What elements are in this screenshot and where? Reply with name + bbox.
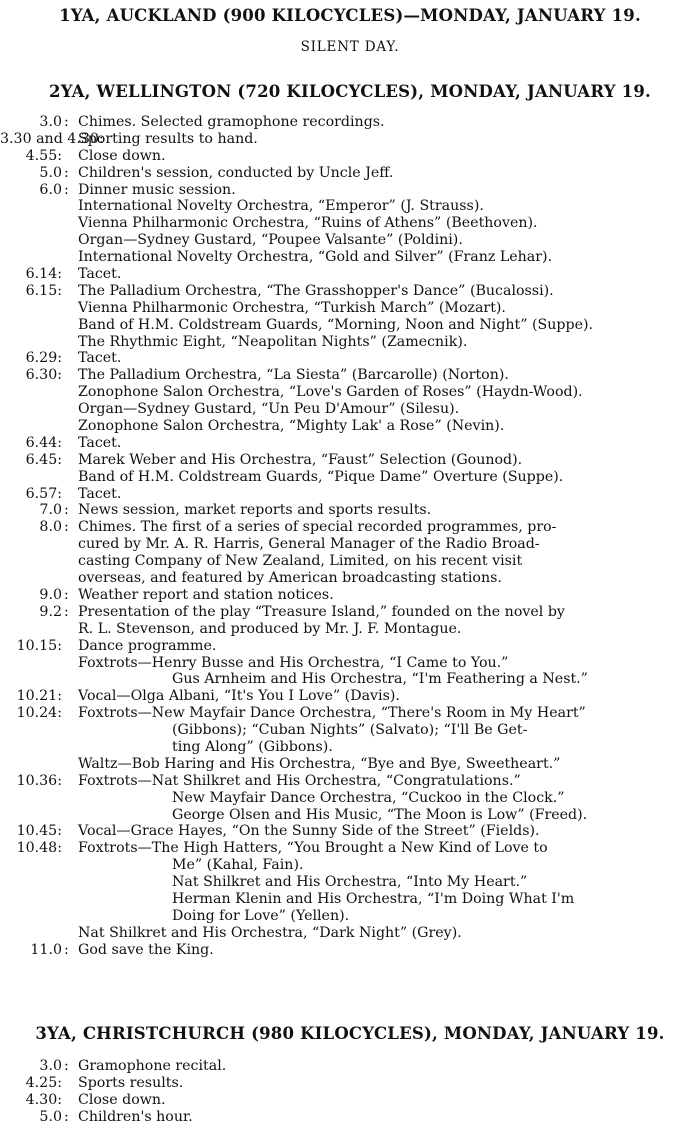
schedule-time: 6.15: — [25, 282, 62, 299]
section-1ya — [0, 6, 700, 55]
schedule-time: 6.57: — [25, 485, 62, 502]
schedule-text: Me” (Kahal, Fain). — [172, 857, 304, 874]
schedule-text: overseas, and featured by American broadcasting stations. — [78, 570, 502, 587]
schedule-time: 6.29: — [25, 350, 62, 367]
schedule-text: Foxtrots—Nat Shilkret and His Orchestra, “Congratulations.” — [78, 772, 521, 789]
schedule-row — [0, 925, 700, 942]
schedule-row — [0, 891, 700, 908]
schedule-row — [0, 638, 700, 655]
schedule-text: Band of H.M. Coldstream Guards, “Morning, Noon and Night” (Suppe). — [78, 316, 594, 333]
schedule-row — [0, 621, 700, 638]
schedule-time: 6.0 — [39, 181, 62, 198]
schedule-text: George Olsen and His Music, “The Moon is Low” (Freed). — [172, 806, 588, 823]
schedule-time: 10.45: — [16, 823, 62, 840]
schedule-row — [0, 587, 700, 604]
schedule-row — [0, 215, 700, 232]
schedule-time: 9.0 — [39, 586, 62, 603]
schedule-text: Foxtrots—New Mayfair Dance Orchestra, “There's Room in My Heart” — [78, 705, 586, 722]
schedule-separator: : — [64, 586, 69, 603]
schedule-text: R. L. Stevenson, and produced by Mr. J. F. Montague. — [78, 620, 462, 637]
schedule-separator: : — [64, 941, 69, 958]
schedule-time: 10.15: — [16, 637, 62, 654]
silent-day-note: SILENT DAY. — [300, 39, 400, 55]
schedule-row — [0, 266, 700, 283]
schedule-row — [0, 232, 700, 249]
schedule-text: Foxtrots—Henry Busse and His Orchestra, “I Came to You.” — [78, 654, 509, 671]
schedule-row — [0, 469, 700, 486]
schedule-text: Zonophone Salon Orchestra, “Love's Garden of Roses” (Haydn-Wood). — [78, 384, 583, 401]
schedule-text: Vienna Philharmonic Orchestra, “Ruins of Athens” (Beethoven). — [78, 215, 538, 232]
schedule-row — [0, 756, 700, 773]
schedule-row — [0, 300, 700, 317]
station-heading-1ya: 1YA, AUCKLAND (900 KILOCYCLES)—MONDAY, JANUARY 19. — [59, 6, 641, 25]
schedule-row — [0, 367, 700, 384]
schedule-row — [0, 739, 700, 756]
schedule-time: 7.0 — [39, 502, 62, 519]
schedule-text: Sports results. — [78, 1074, 184, 1091]
schedule-text: Waltz—Bob Haring and His Orchestra, “Bye and Bye, Sweetheart.” — [78, 755, 561, 772]
schedule-row — [0, 840, 700, 857]
schedule-time: 6.14: — [25, 266, 62, 283]
station-heading-2ya: 2YA, WELLINGTON (720 KILOCYCLES), MONDAY, JANUARY 19. — [49, 82, 651, 101]
schedule-row — [0, 857, 700, 874]
schedule-text: Vocal—Grace Hayes, “On the Sunny Side of the Street” (Fields). — [78, 823, 540, 840]
schedule-text: Nat Shilkret and His Orchestra, “Dark Night” (Grey). — [78, 924, 462, 941]
schedule-separator: : — [64, 502, 69, 519]
schedule-row — [0, 1058, 700, 1075]
schedule-text: The Palladium Orchestra, “The Grasshopper's Dance” (Bucalossi). — [78, 282, 554, 299]
schedule-list-2ya — [0, 114, 700, 959]
schedule-time: 6.45: — [25, 451, 62, 468]
schedule-row — [0, 418, 700, 435]
section-2ya — [0, 82, 700, 101]
schedule-text: casting Company of New Zealand, Limited, on his recent visit — [78, 553, 523, 570]
schedule-text: Dance programme. — [78, 637, 217, 654]
schedule-row — [0, 807, 700, 824]
schedule-row — [0, 198, 700, 215]
schedule-text: Doing for Love” (Yellen). — [172, 907, 350, 924]
schedule-row — [0, 148, 700, 165]
schedule-row — [0, 570, 700, 587]
schedule-row — [0, 283, 700, 300]
schedule-separator: : — [64, 603, 69, 620]
schedule-text: Gramophone recital. — [78, 1058, 227, 1074]
schedule-time: 8.0 — [39, 519, 62, 536]
schedule-row — [0, 790, 700, 807]
schedule-time: 6.30: — [25, 367, 62, 384]
schedule-separator: : — [64, 181, 69, 198]
schedule-text: The Palladium Orchestra, “La Siesta” (Barcarolle) (Norton). — [78, 367, 509, 384]
schedule-time: 4.25: — [25, 1074, 62, 1091]
schedule-row — [0, 688, 700, 705]
schedule-row — [0, 1075, 700, 1092]
schedule-text: News session, market reports and sports results. — [78, 502, 432, 519]
schedule-text: Chimes. The first of a series of special recorded programmes, pro- — [78, 519, 557, 536]
schedule-row — [0, 249, 700, 266]
station-heading-3ya: 3YA, CHRISTCHURCH (980 KILOCYCLES), MONDAY, JANUARY 19. — [35, 1024, 665, 1043]
schedule-text: International Novelty Orchestra, “Emperor” (J. Strauss). — [78, 198, 484, 215]
schedule-row — [0, 317, 700, 334]
schedule-time: 10.36: — [16, 772, 62, 789]
schedule-text: New Mayfair Dance Orchestra, “Cuckoo in the Clock.” — [172, 789, 565, 806]
schedule-text: Organ—Sydney Gustard, “Un Peu D'Amour” (Silesu). — [78, 401, 460, 418]
schedule-text: Children's session, conducted by Uncle Jeff. — [78, 164, 394, 181]
schedule-separator: : — [64, 1058, 69, 1074]
schedule-row — [0, 773, 700, 790]
schedule-text: Gus Arnheim and His Orchestra, “I'm Feathering a Nest.” — [172, 671, 588, 688]
schedule-row — [0, 350, 700, 367]
schedule-text: Close down. — [78, 147, 166, 164]
schedule-text: Organ—Sydney Gustard, “Poupee Valsante” (Poldini). — [78, 232, 463, 249]
schedule-row — [0, 519, 700, 536]
schedule-text: Marek Weber and His Orchestra, “Faust” Selection (Gounod). — [78, 451, 523, 468]
schedule-row — [0, 334, 700, 351]
schedule-text: Sporting results to hand. — [78, 130, 258, 147]
schedule-row — [0, 671, 700, 688]
schedule-row — [0, 823, 700, 840]
schedule-row — [0, 705, 700, 722]
schedule-row — [0, 536, 700, 553]
schedule-time: 5.0 — [39, 164, 62, 181]
schedule-row — [0, 722, 700, 739]
schedule-text: Tacet. — [78, 434, 122, 451]
schedule-text: (Gibbons); “Cuban Nights” (Salvato); “I'll Be Get- — [172, 722, 528, 739]
schedule-text: Tacet. — [78, 485, 122, 502]
schedule-text: Vocal—Olga Albani, “It's You I Love” (Davis). — [78, 688, 400, 705]
schedule-row — [0, 131, 700, 148]
schedule-separator: : — [64, 114, 69, 130]
schedule-time: 5.0 — [39, 1108, 62, 1125]
schedule-row — [0, 165, 700, 182]
section-3ya — [0, 1024, 700, 1043]
schedule-text: Presentation of the play “Treasure Island,” founded on the novel by — [78, 603, 565, 620]
schedule-text: Nat Shilkret and His Orchestra, “Into My Heart.” — [172, 874, 528, 891]
schedule-row — [0, 384, 700, 401]
schedule-text: God save the King. — [78, 941, 214, 958]
schedule-text: Zonophone Salon Orchestra, “Mighty Lak' a Rose” (Nevin). — [78, 418, 505, 435]
schedule-time: 3.0 — [39, 1058, 62, 1074]
schedule-text: Children's hour. — [78, 1108, 193, 1125]
schedule-row — [0, 401, 700, 418]
schedule-text: ting Along” (Gibbons). — [172, 738, 333, 755]
schedule-row — [0, 908, 700, 925]
schedule-text: Vienna Philharmonic Orchestra, “Turkish March” (Mozart). — [78, 299, 506, 316]
schedule-row — [0, 435, 700, 452]
schedule-row — [0, 1109, 700, 1126]
schedule-row — [0, 604, 700, 621]
schedule-text: The Rhythmic Eight, “Neapolitan Nights” (Zamecnik). — [78, 333, 468, 350]
schedule-row — [0, 874, 700, 891]
schedule-row — [0, 114, 700, 131]
schedule-separator: : — [64, 1108, 69, 1125]
schedule-text: International Novelty Orchestra, “Gold and Silver” (Franz Lehar). — [78, 249, 553, 266]
schedule-time: 6.44: — [25, 434, 62, 451]
schedule-time: 10.48: — [16, 840, 62, 857]
schedule-time: 4.55: — [25, 147, 62, 164]
schedule-time: 3.30 and 4.30: — [0, 130, 104, 147]
schedule-separator: : — [64, 519, 69, 536]
schedule-text: cured by Mr. A. R. Harris, General Manager of the Radio Broad- — [78, 536, 540, 553]
schedule-text: Band of H.M. Coldstream Guards, “Pique Dame” Overture (Suppe). — [78, 468, 564, 485]
schedule-text: Tacet. — [78, 266, 122, 283]
schedule-row — [0, 1092, 700, 1109]
schedule-time: 10.24: — [16, 705, 62, 722]
schedule-row — [0, 655, 700, 672]
schedule-text: Herman Klenin and His Orchestra, “I'm Doing What I'm — [172, 890, 575, 907]
schedule-text: Dinner music session. — [78, 181, 236, 198]
schedule-text: Tacet. — [78, 350, 122, 367]
schedule-time: 9.2 — [39, 603, 62, 620]
schedule-text: Foxtrots—The High Hatters, “You Brought a New Kind of Love to — [78, 840, 548, 857]
schedule-time: 4.30: — [25, 1091, 62, 1108]
schedule-text: Chimes. Selected gramophone recordings. — [78, 114, 385, 130]
schedule-text: Close down. — [78, 1091, 166, 1108]
schedule-time: 3.0 — [39, 114, 62, 130]
schedule-text: Weather report and station notices. — [78, 586, 334, 603]
schedule-row — [0, 942, 700, 959]
schedule-time: 10.21: — [16, 688, 62, 705]
schedule-row — [0, 182, 700, 199]
schedule-row — [0, 486, 700, 503]
schedule-row — [0, 452, 700, 469]
schedule-row — [0, 553, 700, 570]
schedule-separator: : — [64, 164, 69, 181]
schedule-time: 11.0 — [30, 941, 62, 958]
schedule-list-3ya — [0, 1058, 700, 1126]
schedule-row — [0, 502, 700, 519]
